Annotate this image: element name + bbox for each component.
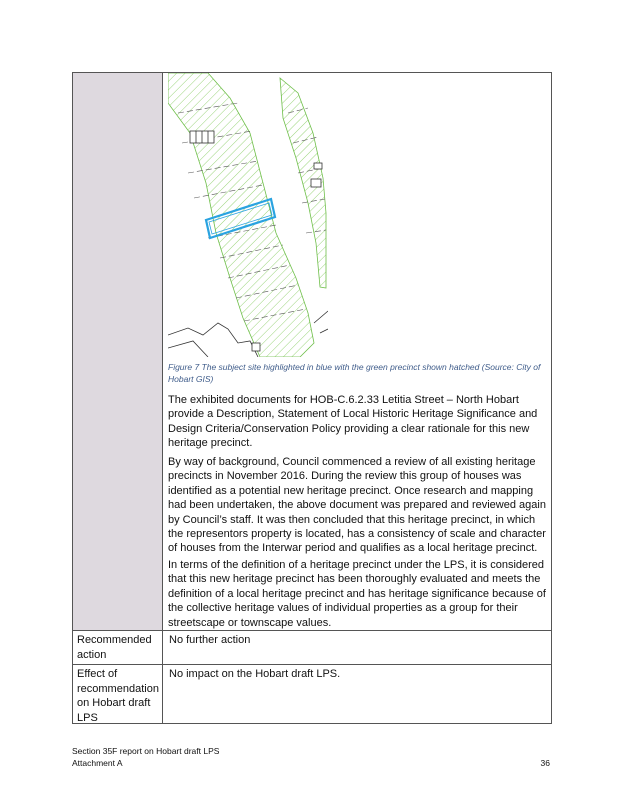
page-number: 36 [540,758,550,768]
row-label: Effect of recommendation on Hobart draft LPS [73,665,163,724]
label-column [73,73,163,630]
footer-report-title: Section 35F report on Hobart draft LPS [72,746,220,756]
table-row-recommended-action [73,630,551,664]
figure-caption: Figure 7 The subject site highlighted in blue with the green precinct shown hatched (Source: City of Hobart GIS) [168,362,541,384]
paragraph-3: In terms of the definition of a heritage precinct under the LPS, it is considered that this new heritage precinct has been thoroughly evaluated and meets the definition of a local heritage precinct and has heritage significance because of the collective heritage values of individual properties as a group for their streetscape or townscape values. [168,559,546,629]
footer-attachment: Attachment A [72,758,123,768]
assessment-table [72,72,552,724]
paragraph-1: The exhibited documents for HOB-C.6.2.33 Letitia Street – North Hobart provide a Description, Statement of Local Historic Heritage Significance and Design Criteria/Conservation Policy providing a clear rationale for this new heritage precinct. [168,394,538,450]
table-row-effect [73,664,551,724]
row-label: Recommended action [73,631,163,664]
precinct-map [168,73,328,357]
row-value: No impact on the Hobart draft LPS. [169,668,341,680]
paragraph-2: By way of background, Council commenced a review of all existing heritage precincts in November 2016. During the review this group of houses was identified as a potential new heritage precinct. Once research and mapping had been undertaken, the above document was prepared and reviewed again by Council’s staff. It was then concluded that this heritage precinct, in which the representors property is located, has a consistency of scale and character of houses from the Interwar period and qualifies as a local heritage precinct. [168,456,546,555]
row-value: No further action [169,634,251,646]
